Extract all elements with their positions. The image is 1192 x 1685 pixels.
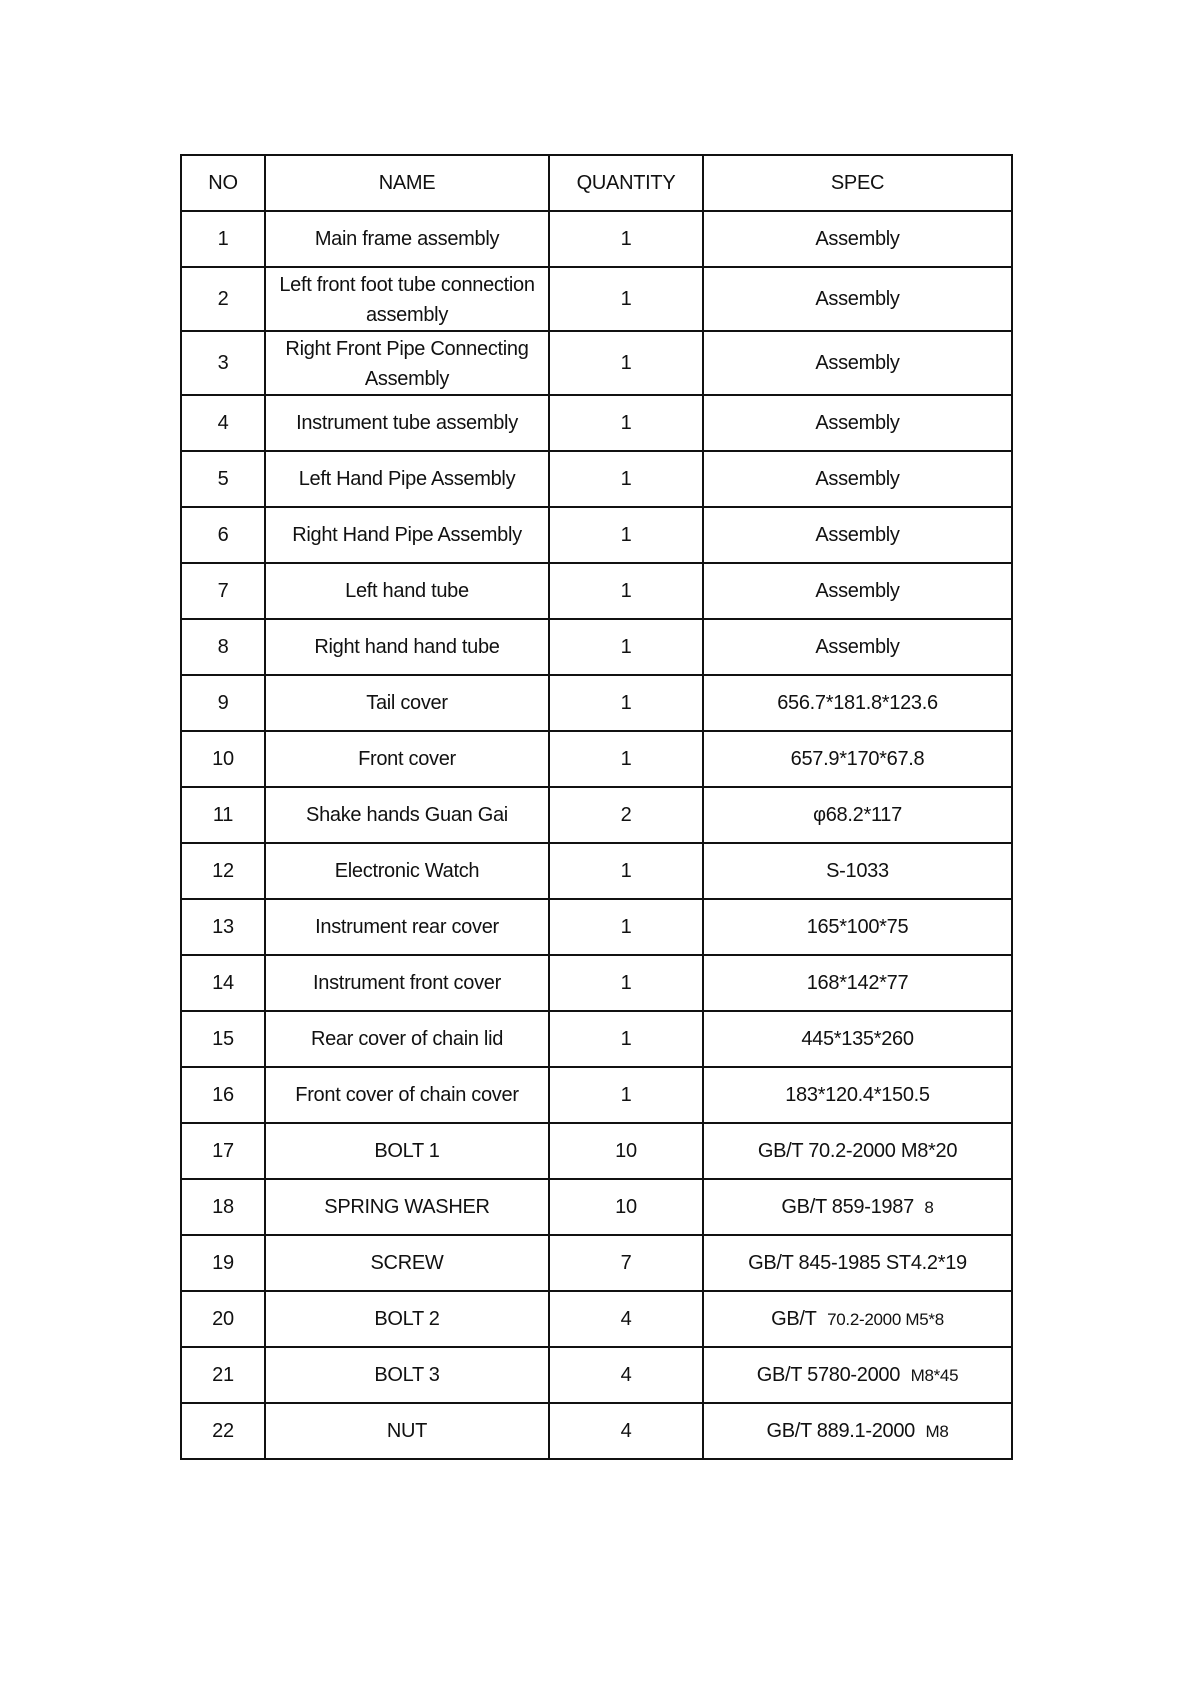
spec-text: Assembly bbox=[815, 288, 900, 310]
cell-quantity: 1 bbox=[549, 211, 703, 267]
cell-spec bbox=[703, 211, 1012, 267]
cell-quantity: 1 bbox=[549, 331, 703, 395]
table-row bbox=[181, 899, 1012, 955]
table-row bbox=[181, 451, 1012, 507]
cell-name: Right Front Pipe Connecting Assembly bbox=[265, 331, 549, 395]
cell-quantity: 1 bbox=[549, 843, 703, 899]
cell-spec bbox=[703, 267, 1012, 331]
table-row bbox=[181, 675, 1012, 731]
cell-name: Front cover of chain cover bbox=[265, 1067, 549, 1123]
spec-text: Assembly bbox=[815, 580, 900, 602]
cell-spec bbox=[703, 451, 1012, 507]
cell-name: SCREW bbox=[265, 1235, 549, 1291]
cell-no: 1 bbox=[181, 211, 265, 267]
header-no: NO bbox=[181, 155, 265, 211]
table-row bbox=[181, 563, 1012, 619]
cell-spec bbox=[703, 1403, 1012, 1459]
cell-quantity: 4 bbox=[549, 1291, 703, 1347]
spec-extra-text: 70.2-2000 M5*8 bbox=[827, 1309, 944, 1329]
spec-text: Assembly bbox=[815, 468, 900, 490]
cell-name: Main frame assembly bbox=[265, 211, 549, 267]
table-row bbox=[181, 1179, 1012, 1235]
header-name: NAME bbox=[265, 155, 549, 211]
spec-text: GB/T 845-1985 ST4.2*19 bbox=[748, 1252, 967, 1274]
cell-quantity: 1 bbox=[549, 899, 703, 955]
cell-no: 11 bbox=[181, 787, 265, 843]
table-row bbox=[181, 1347, 1012, 1403]
spec-extra-text: M8*45 bbox=[910, 1365, 959, 1385]
cell-no: 15 bbox=[181, 1011, 265, 1067]
cell-quantity: 2 bbox=[549, 787, 703, 843]
cell-spec bbox=[703, 955, 1012, 1011]
cell-quantity: 1 bbox=[549, 675, 703, 731]
table-row bbox=[181, 619, 1012, 675]
spec-text: 165*100*75 bbox=[806, 916, 909, 938]
spec-text: GB/T 889.1-2000 bbox=[766, 1419, 916, 1442]
cell-spec bbox=[703, 675, 1012, 731]
cell-spec bbox=[703, 1347, 1012, 1403]
cell-spec bbox=[703, 619, 1012, 675]
spec-extra-text: 8 bbox=[924, 1197, 934, 1217]
cell-no: 8 bbox=[181, 619, 265, 675]
spec-text: 656.7*181.8*123.6 bbox=[777, 692, 938, 714]
spec-text: 168*142*77 bbox=[806, 972, 909, 994]
cell-no: 19 bbox=[181, 1235, 265, 1291]
cell-no: 12 bbox=[181, 843, 265, 899]
header-quantity: QUANTITY bbox=[549, 155, 703, 211]
cell-name: Electronic Watch bbox=[265, 843, 549, 899]
table-header bbox=[181, 155, 1012, 211]
cell-spec bbox=[703, 1235, 1012, 1291]
cell-quantity: 1 bbox=[549, 1067, 703, 1123]
cell-quantity: 1 bbox=[549, 1011, 703, 1067]
table-row bbox=[181, 267, 1012, 331]
cell-name: Right hand hand tube bbox=[265, 619, 549, 675]
cell-quantity: 4 bbox=[549, 1403, 703, 1459]
cell-quantity: 4 bbox=[549, 1347, 703, 1403]
cell-no: 16 bbox=[181, 1067, 265, 1123]
cell-name: Instrument rear cover bbox=[265, 899, 549, 955]
table-row bbox=[181, 1291, 1012, 1347]
cell-name: NUT bbox=[265, 1403, 549, 1459]
cell-quantity: 1 bbox=[549, 619, 703, 675]
table-row bbox=[181, 1123, 1012, 1179]
header-spec: SPEC bbox=[703, 155, 1012, 211]
cell-name: Rear cover of chain lid bbox=[265, 1011, 549, 1067]
cell-name: BOLT 1 bbox=[265, 1123, 549, 1179]
cell-name: Left front foot tube connection assembly bbox=[265, 267, 549, 331]
cell-name: Front cover bbox=[265, 731, 549, 787]
cell-spec bbox=[703, 395, 1012, 451]
cell-spec bbox=[703, 787, 1012, 843]
cell-name: Instrument tube assembly bbox=[265, 395, 549, 451]
spec-text: Assembly bbox=[815, 524, 900, 546]
spec-text: 183*120.4*150.5 bbox=[785, 1084, 930, 1106]
cell-no: 2 bbox=[181, 267, 265, 331]
cell-spec bbox=[703, 507, 1012, 563]
table-row bbox=[181, 1235, 1012, 1291]
cell-no: 17 bbox=[181, 1123, 265, 1179]
cell-quantity: 7 bbox=[549, 1235, 703, 1291]
spec-extra-text: M8 bbox=[925, 1421, 949, 1441]
spec-text: GB/T 5780-2000 bbox=[756, 1363, 901, 1386]
cell-no: 4 bbox=[181, 395, 265, 451]
spec-text: Assembly bbox=[815, 412, 900, 434]
cell-spec bbox=[703, 1067, 1012, 1123]
cell-no: 6 bbox=[181, 507, 265, 563]
cell-spec bbox=[703, 1291, 1012, 1347]
table-row bbox=[181, 211, 1012, 267]
spec-text: Assembly bbox=[815, 228, 900, 250]
cell-no: 10 bbox=[181, 731, 265, 787]
cell-no: 18 bbox=[181, 1179, 265, 1235]
cell-name: Instrument front cover bbox=[265, 955, 549, 1011]
table-row bbox=[181, 787, 1012, 843]
cell-spec bbox=[703, 731, 1012, 787]
cell-quantity: 1 bbox=[549, 955, 703, 1011]
cell-no: 14 bbox=[181, 955, 265, 1011]
cell-quantity: 1 bbox=[549, 267, 703, 331]
table-body bbox=[181, 211, 1012, 1459]
cell-spec bbox=[703, 899, 1012, 955]
cell-name: Shake hands Guan Gai bbox=[265, 787, 549, 843]
cell-quantity: 1 bbox=[549, 507, 703, 563]
cell-spec bbox=[703, 843, 1012, 899]
parts-table bbox=[180, 154, 1013, 1460]
spec-text: GB/T bbox=[771, 1307, 817, 1330]
cell-spec bbox=[703, 1011, 1012, 1067]
table-row bbox=[181, 395, 1012, 451]
cell-quantity: 10 bbox=[549, 1179, 703, 1235]
cell-quantity: 10 bbox=[549, 1123, 703, 1179]
cell-no: 13 bbox=[181, 899, 265, 955]
spec-text: 445*135*260 bbox=[801, 1028, 914, 1050]
cell-no: 3 bbox=[181, 331, 265, 395]
spec-text: φ68.2*117 bbox=[813, 804, 902, 826]
header-row bbox=[181, 155, 1012, 211]
spec-text: Assembly bbox=[815, 636, 900, 658]
cell-no: 20 bbox=[181, 1291, 265, 1347]
table-row bbox=[181, 1011, 1012, 1067]
cell-no: 7 bbox=[181, 563, 265, 619]
spec-text: 657.9*170*67.8 bbox=[790, 748, 925, 770]
cell-no: 9 bbox=[181, 675, 265, 731]
table-row bbox=[181, 1403, 1012, 1459]
cell-spec bbox=[703, 1123, 1012, 1179]
spec-text: S-1033 bbox=[826, 860, 889, 882]
table-row bbox=[181, 843, 1012, 899]
spec-text: Assembly bbox=[815, 352, 900, 374]
spec-text: GB/T 70.2-2000 M8*20 bbox=[757, 1140, 958, 1162]
cell-name: SPRING WASHER bbox=[265, 1179, 549, 1235]
table-row bbox=[181, 507, 1012, 563]
cell-spec bbox=[703, 331, 1012, 395]
table-row bbox=[181, 955, 1012, 1011]
cell-name: BOLT 2 bbox=[265, 1291, 549, 1347]
cell-name: Tail cover bbox=[265, 675, 549, 731]
cell-name: Left hand tube bbox=[265, 563, 549, 619]
table-row bbox=[181, 731, 1012, 787]
cell-quantity: 1 bbox=[549, 451, 703, 507]
table-row bbox=[181, 1067, 1012, 1123]
cell-quantity: 1 bbox=[549, 563, 703, 619]
cell-quantity: 1 bbox=[549, 395, 703, 451]
cell-quantity: 1 bbox=[549, 731, 703, 787]
cell-name: Right Hand Pipe Assembly bbox=[265, 507, 549, 563]
cell-no: 21 bbox=[181, 1347, 265, 1403]
cell-name: BOLT 3 bbox=[265, 1347, 549, 1403]
cell-no: 5 bbox=[181, 451, 265, 507]
cell-name: Left Hand Pipe Assembly bbox=[265, 451, 549, 507]
cell-spec bbox=[703, 1179, 1012, 1235]
table-row bbox=[181, 331, 1012, 395]
cell-no: 22 bbox=[181, 1403, 265, 1459]
cell-spec bbox=[703, 563, 1012, 619]
spec-text: GB/T 859-1987 bbox=[781, 1195, 914, 1218]
